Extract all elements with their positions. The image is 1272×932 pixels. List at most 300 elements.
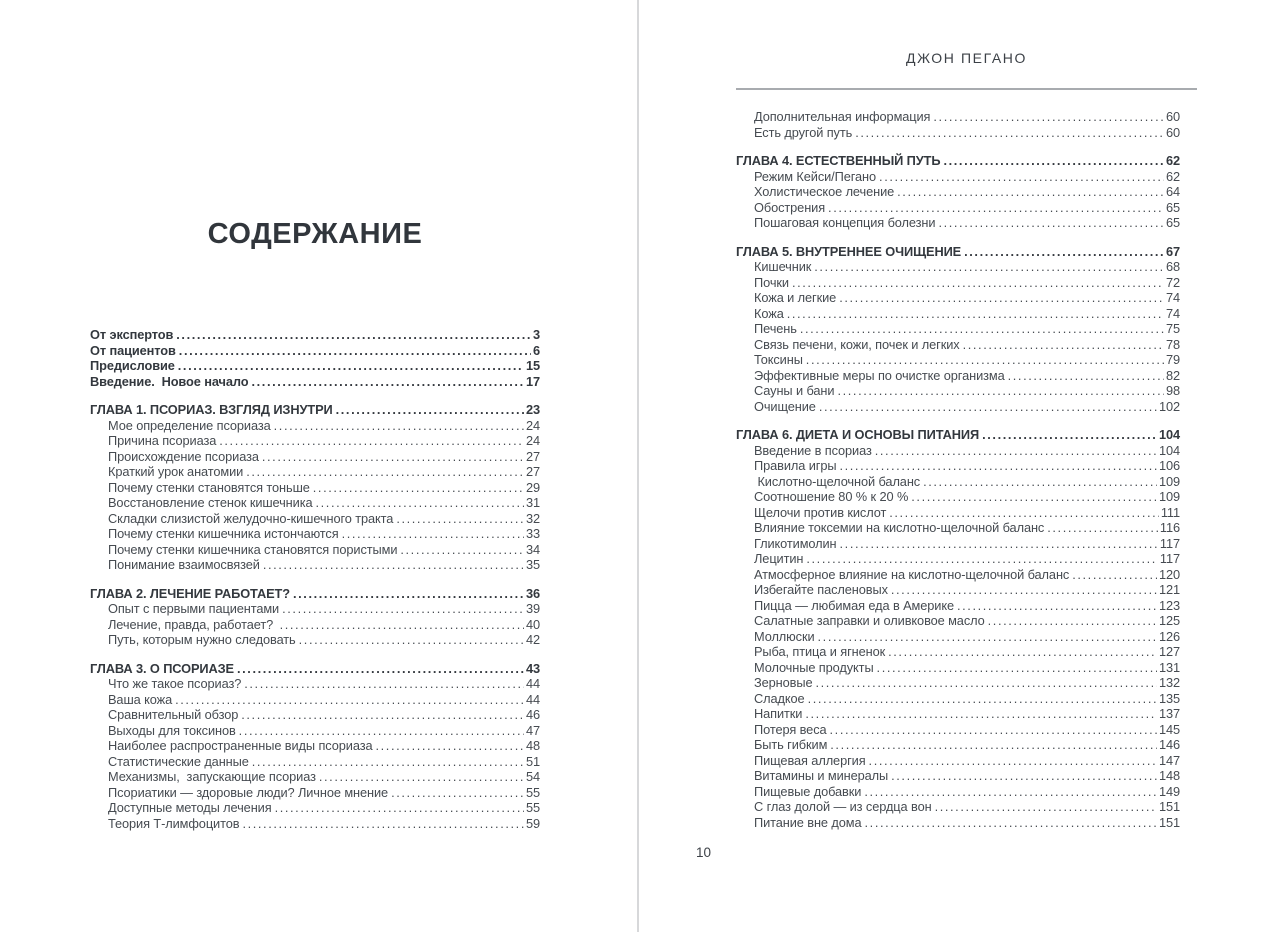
toc-entry-label: Дополнительная информация — [754, 109, 931, 124]
toc-entry-page: 3 — [532, 327, 540, 342]
toc-entry-page: 106 — [1158, 458, 1180, 473]
toc-entry-page: 146 — [1158, 737, 1180, 752]
dot-leader — [957, 598, 1157, 614]
toc-entry-page: 48 — [525, 738, 540, 753]
toc-entry — [736, 582, 1180, 598]
toc-entry-page: 32 — [525, 510, 540, 526]
toc-entry-page: 60 — [1165, 124, 1180, 140]
dot-leader — [275, 800, 524, 816]
dot-leader — [244, 676, 524, 692]
toc-entry — [736, 706, 1180, 722]
toc-entry — [736, 753, 1180, 769]
toc-entry — [90, 754, 540, 770]
toc-entry-page: 82 — [1165, 367, 1180, 383]
toc-entry-label: Понимание взаимосвязей — [108, 557, 260, 572]
dot-leader — [806, 352, 1164, 368]
toc-entry — [90, 433, 540, 449]
dot-leader — [819, 399, 1157, 415]
toc-entry-page: 67 — [1165, 243, 1180, 259]
toc-entry-page: 148 — [1158, 768, 1180, 783]
toc-entry-label: Введение. Новое начало — [90, 373, 249, 389]
toc-entry-label: Атмосферное влияние на кислотно-щелочной баланс — [754, 566, 1070, 582]
toc-chapter-entry — [736, 153, 1180, 169]
dot-leader — [814, 259, 1164, 275]
toc-entry-page: 65 — [1165, 199, 1180, 215]
toc-entry — [90, 495, 540, 511]
dot-leader — [875, 443, 1157, 459]
toc-entry — [736, 520, 1180, 536]
toc-entry-page: 147 — [1158, 752, 1180, 768]
toc-entry-label: Токсины — [754, 352, 803, 367]
toc-entry-label: Псориатики — здоровые люди? Личное мнение — [108, 784, 389, 800]
toc-entry-page: 75 — [1165, 321, 1180, 336]
toc-entry — [90, 816, 540, 832]
toc-entry — [90, 526, 540, 542]
dot-leader — [178, 358, 524, 374]
dot-leader — [787, 306, 1164, 322]
toc-chapter-entry — [90, 402, 540, 418]
dot-leader — [805, 706, 1157, 722]
toc-entry-page: 65 — [1165, 215, 1180, 230]
toc-entry-label: Механизмы, запускающие псориаз — [108, 769, 316, 784]
toc-entry-label: Восстановление стенок кишечника — [108, 495, 313, 510]
toc-entry-page: 42 — [525, 632, 540, 647]
toc-entry-page: 54 — [525, 769, 540, 784]
toc-entry — [736, 275, 1180, 291]
toc-entry — [90, 738, 540, 754]
toc-entry-label: От пациентов — [90, 342, 176, 358]
toc-entry-page: 111 — [1160, 504, 1180, 520]
dot-leader — [982, 427, 1157, 443]
toc-entry-label: Правила игры — [754, 458, 837, 473]
toc-entry — [90, 542, 540, 558]
toc-entry — [736, 644, 1180, 660]
dot-leader — [299, 632, 524, 648]
dot-leader — [864, 784, 1157, 800]
dot-leader — [400, 542, 524, 558]
toc-entry-label: Пищевая аллергия — [754, 752, 866, 768]
toc-entry-label: ГЛАВА 2. ЛЕЧЕНИЕ РАБОТАЕТ? — [90, 585, 290, 601]
toc-entry — [736, 399, 1180, 415]
toc-entry — [736, 815, 1180, 831]
toc-entry-page: 79 — [1165, 352, 1180, 367]
dot-leader — [792, 275, 1164, 291]
toc-entry — [736, 536, 1180, 552]
toc-list-right — [736, 109, 1197, 830]
toc-entry — [736, 768, 1180, 784]
toc-entry — [90, 676, 540, 692]
dot-leader — [938, 215, 1164, 231]
toc-entry-page: 135 — [1158, 690, 1180, 706]
toc-entry-label: Быть гибким — [754, 737, 828, 752]
toc-list-left — [90, 327, 540, 831]
toc-entry-label: Избегайте пасленовых — [754, 582, 888, 597]
toc-entry-label: Опыт с первыми пациентами — [108, 601, 280, 616]
dot-leader — [237, 661, 524, 677]
dot-leader — [179, 343, 531, 359]
toc-entry-page: 17 — [525, 373, 540, 389]
toc-entry-label: Обострения — [754, 199, 826, 215]
toc-entry-label: ГЛАВА 3. О ПСОРИАЗЕ — [90, 660, 234, 676]
running-head-author: ДЖОН ПЕГАНО — [906, 50, 1027, 66]
toc-entry-page: 55 — [525, 800, 540, 815]
toc-entry — [736, 613, 1180, 629]
toc-entry-page: 31 — [525, 495, 540, 510]
toc-entry-page: 116 — [1159, 520, 1180, 535]
toc-entry — [736, 784, 1180, 800]
dot-leader — [837, 383, 1164, 399]
toc-entry-label: Доступные методы лечения — [108, 800, 272, 815]
toc-entry-page: 44 — [525, 691, 540, 707]
toc-entry-label: Напитки — [754, 706, 803, 721]
toc-entry — [736, 215, 1180, 231]
dot-leader — [855, 125, 1164, 141]
dot-leader — [336, 402, 524, 418]
toc-entry — [736, 458, 1180, 474]
toc-entry — [736, 368, 1180, 384]
toc-entry — [736, 737, 1180, 753]
toc-entry — [90, 374, 540, 390]
toc-entry-page: 44 — [525, 676, 540, 691]
toc-entry-label: Холистическое лечение — [754, 184, 895, 199]
dot-leader — [176, 327, 531, 343]
toc-entry-page: 6 — [532, 342, 540, 358]
toc-entry-label: Пищевые добавки — [754, 783, 862, 799]
toc-entry-label: С глаз долой — из сердца вон — [754, 799, 932, 814]
toc-entry-label: Очищение — [754, 398, 816, 414]
toc-entry-page: 40 — [525, 616, 540, 632]
dot-leader — [964, 244, 1164, 260]
toc-entry-page: 151 — [1158, 799, 1180, 814]
toc-entry-label: Моллюски — [754, 628, 815, 644]
dot-leader — [1047, 520, 1158, 536]
toc-entry — [90, 601, 540, 617]
header-rule — [736, 88, 1197, 90]
toc-entry-page: 120 — [1158, 566, 1180, 582]
toc-entry-label: Зерновые — [754, 675, 813, 690]
toc-entry — [736, 660, 1180, 676]
dot-leader — [943, 153, 1164, 169]
toc-entry-label: Лечение, правда, работает? — [108, 616, 277, 632]
toc-entry-page: 98 — [1165, 383, 1180, 398]
dot-leader — [865, 815, 1157, 831]
dot-leader — [869, 753, 1157, 769]
toc-entry — [736, 722, 1180, 738]
toc-entry-label: Соотношение 80 % к 20 % — [754, 489, 909, 504]
toc-entry-label: ГЛАВА 5. ВНУТРЕННЕЕ ОЧИЩЕНИЕ — [736, 243, 962, 259]
dot-leader — [246, 464, 524, 480]
toc-entry-page: 117 — [1159, 535, 1180, 551]
toc-entry-label: Рыба, птица и ягненок — [754, 644, 886, 659]
toc-entry-label: Ваша кожа — [108, 691, 173, 707]
toc-entry — [736, 169, 1180, 185]
toc-entry — [736, 691, 1180, 707]
toc-entry — [90, 800, 540, 816]
dot-leader — [251, 374, 523, 390]
dot-leader — [923, 474, 1157, 490]
toc-entry-page: 102 — [1158, 398, 1180, 414]
toc-entry — [736, 200, 1180, 216]
toc-entry — [736, 598, 1180, 614]
toc-entry-label: ГЛАВА 1. ПСОРИАЗ. ВЗГЛЯД ИЗНУТРИ — [90, 402, 333, 417]
toc-entry — [736, 306, 1180, 322]
toc-entry-page: 23 — [525, 402, 540, 417]
toc-entry-page: 109 — [1158, 489, 1180, 504]
toc-entry — [90, 358, 540, 374]
toc-entry-page: 109 — [1158, 473, 1180, 489]
dot-leader — [319, 769, 524, 785]
toc-entry-label: От экспертов — [90, 327, 174, 342]
toc-entry-label: Складки слизистой желудочно-кишечного тракта — [108, 510, 394, 526]
toc-entry-label: Питание вне дома — [754, 814, 862, 830]
toc-entry-page: 62 — [1165, 168, 1180, 184]
toc-entry-page: 39 — [525, 601, 540, 616]
dot-leader — [897, 184, 1164, 200]
dot-leader — [219, 433, 524, 449]
dot-leader — [274, 418, 524, 434]
dot-leader — [282, 601, 524, 617]
dot-leader — [839, 458, 1156, 474]
toc-entry-label: Пошаговая концепция болезни — [754, 215, 936, 230]
dot-leader — [818, 629, 1157, 645]
toc-entry-label: Молочные продукты — [754, 659, 874, 675]
toc-chapter-entry — [736, 244, 1180, 260]
toc-entry-page: 131 — [1158, 659, 1180, 675]
dot-leader — [988, 613, 1157, 629]
toc-entry-label: Краткий урок анатомии — [108, 464, 244, 479]
toc-entry-label: Сладкое — [754, 690, 805, 706]
toc-entry — [736, 799, 1180, 815]
toc-chapter-entry — [90, 661, 540, 677]
toc-entry-page: 126 — [1158, 628, 1180, 644]
toc-entry-label: Салатные заправки и оливковое масло — [754, 613, 985, 628]
dot-leader — [342, 526, 524, 542]
toc-entry-label: Кислотно-щелочной баланс — [754, 473, 921, 489]
toc-entry — [736, 567, 1180, 583]
toc-entry-label: Введение в псориаз — [754, 442, 872, 458]
dot-leader — [239, 723, 524, 739]
toc-entry-label: Почему стенки кишечника истончаются — [108, 526, 339, 541]
dot-leader — [963, 337, 1164, 353]
toc-entry-page: 46 — [525, 707, 540, 722]
toc-entry — [736, 290, 1180, 306]
toc-entry-page: 117 — [1159, 551, 1180, 566]
toc-entry — [90, 707, 540, 723]
toc-entry-page: 24 — [525, 433, 540, 448]
dot-leader — [808, 691, 1157, 707]
toc-entry-page: 78 — [1165, 336, 1180, 352]
toc-entry-label: Эффективные меры по очистке организма — [754, 367, 1005, 383]
toc-entry-page: 35 — [525, 557, 540, 572]
right-page — [639, 0, 1272, 932]
toc-entry — [736, 383, 1180, 399]
toc-entry-label: ГЛАВА 4. ЕСТЕСТВЕННЫЙ ПУТЬ — [736, 153, 941, 168]
toc-entry-page: 74 — [1165, 305, 1180, 321]
dot-leader — [877, 660, 1157, 676]
toc-chapter-entry — [90, 586, 540, 602]
toc-entry — [736, 443, 1180, 459]
toc-entry-page: 24 — [525, 417, 540, 433]
toc-entry-page: 104 — [1158, 442, 1180, 458]
toc-entry-label: Режим Кейси/Пегано — [754, 168, 877, 184]
toc-entry-label: Наиболее распространенные виды псориаза — [108, 738, 373, 753]
toc-entry-page: 137 — [1158, 706, 1180, 721]
toc-entry-page: 149 — [1158, 783, 1180, 799]
toc-entry-label: Пицца — любимая еда в Америке — [754, 597, 954, 613]
toc-entry-label: Путь, которым нужно следовать — [108, 632, 296, 647]
toc-entry-label: Кишечник — [754, 259, 812, 274]
dot-leader — [800, 321, 1164, 337]
toc-entry-page: 72 — [1165, 274, 1180, 290]
dot-leader — [840, 536, 1158, 552]
toc-entry-label: Потеря веса — [754, 721, 827, 737]
dot-leader — [933, 109, 1164, 125]
dot-leader — [830, 722, 1157, 738]
dot-leader — [815, 675, 1156, 691]
toc-entry — [90, 464, 540, 480]
dot-leader — [891, 582, 1157, 598]
dot-leader — [888, 644, 1157, 660]
toc-entry — [736, 321, 1180, 337]
dot-leader — [911, 489, 1157, 505]
dot-leader — [1008, 368, 1164, 384]
toc-entry-label: Кожа и легкие — [754, 290, 837, 305]
toc-entry — [736, 551, 1180, 567]
toc-entry-label: Связь печени, кожи, почек и легких — [754, 336, 960, 352]
toc-entry-label: Почему стенки кишечника становятся пористыми — [108, 541, 398, 557]
dot-leader — [879, 169, 1164, 185]
toc-entry — [90, 617, 540, 633]
toc-entry — [736, 505, 1180, 521]
toc-entry-page: 74 — [1165, 290, 1180, 305]
dot-leader — [376, 738, 524, 754]
toc-entry-page: 51 — [525, 753, 540, 769]
toc-entry-label: Статистические данные — [108, 753, 249, 769]
toc-entry-label: Кожа — [754, 305, 784, 321]
toc-entry — [90, 449, 540, 465]
toc-entry — [736, 337, 1180, 353]
toc-entry-page: 68 — [1165, 259, 1180, 274]
dot-leader — [828, 200, 1164, 216]
dot-leader — [252, 754, 524, 770]
toc-entry-label: Выходы для токсинов — [108, 722, 236, 738]
toc-entry — [90, 785, 540, 801]
toc-entry-label: ГЛАВА 6. ДИЕТА И ОСНОВЫ ПИТАНИЯ — [736, 427, 980, 442]
dot-leader — [830, 737, 1157, 753]
page-number: 10 — [696, 845, 712, 860]
toc-entry-page: 104 — [1158, 427, 1180, 442]
toc-entry-page: 47 — [525, 722, 540, 738]
toc-entry — [90, 692, 540, 708]
dot-leader — [241, 707, 524, 723]
dot-leader — [839, 290, 1164, 306]
toc-entry-page: 33 — [525, 526, 540, 541]
toc-entry — [736, 629, 1180, 645]
toc-entry-label: Теория Т-лимфоцитов — [108, 815, 240, 831]
dot-leader — [263, 557, 524, 573]
dot-leader — [293, 586, 524, 602]
toc-entry-page: 62 — [1165, 153, 1180, 168]
dot-leader — [262, 449, 524, 465]
toc-entry-label: Сауны и бани — [754, 383, 835, 398]
toc-entry-page: 36 — [525, 585, 540, 601]
dot-leader — [280, 617, 524, 633]
toc-entry-page: 132 — [1158, 675, 1180, 690]
toc-entry-page: 127 — [1158, 644, 1180, 659]
toc-entry — [736, 489, 1180, 505]
toc-entry-page: 43 — [525, 660, 540, 676]
dot-leader — [935, 799, 1157, 815]
toc-entry — [90, 769, 540, 785]
toc-title: СОДЕРЖАНИЕ — [207, 218, 423, 250]
toc-entry-page: 55 — [525, 784, 540, 800]
dot-leader — [396, 511, 524, 527]
toc-entry — [90, 480, 540, 496]
dot-leader — [806, 551, 1158, 567]
toc-entry-page: 27 — [525, 448, 540, 464]
toc-entry-label: Сравнительный обзор — [108, 707, 239, 722]
toc-entry — [736, 109, 1180, 125]
toc-entry — [736, 675, 1180, 691]
dot-leader — [889, 505, 1159, 521]
toc-entry-label: Предисловие — [90, 358, 175, 373]
toc-entry-label: Есть другой путь — [754, 124, 853, 140]
toc-entry-label: Печень — [754, 321, 797, 336]
dot-leader — [316, 495, 524, 511]
dot-leader — [175, 692, 524, 708]
toc-entry-label: Почки — [754, 274, 789, 290]
toc-entry-label: Влияние токсемии на кислотно-щелочной баланс — [754, 520, 1045, 535]
toc-entry-page: 151 — [1158, 814, 1180, 830]
toc-entry-label: Щелочи против кислот — [754, 504, 887, 520]
toc-entry — [90, 632, 540, 648]
toc-entry-page: 125 — [1158, 613, 1180, 628]
toc-entry-label: Витамины и минералы — [754, 768, 889, 783]
toc-entry — [90, 511, 540, 527]
toc-entry-label: Мое определение псориаза — [108, 417, 271, 433]
toc-entry — [736, 474, 1180, 490]
dot-leader — [242, 816, 524, 832]
toc-entry-label: Что же такое псориаз? — [108, 676, 242, 691]
toc-entry — [90, 327, 540, 343]
dot-leader — [891, 768, 1157, 784]
toc-entry — [90, 418, 540, 434]
toc-entry-page: 64 — [1165, 184, 1180, 199]
toc-entry — [90, 557, 540, 573]
toc-entry — [736, 125, 1180, 141]
toc-entry-page: 123 — [1158, 597, 1180, 613]
toc-entry — [736, 184, 1180, 200]
toc-entry-page: 59 — [525, 815, 540, 831]
toc-entry-label: Лецитин — [754, 551, 804, 566]
toc-entry-page: 145 — [1158, 721, 1180, 737]
toc-entry-label: Почему стенки становятся тоньше — [108, 479, 310, 495]
toc-entry — [736, 352, 1180, 368]
toc-entry-page: 121 — [1158, 582, 1180, 597]
toc-entry-page: 29 — [525, 479, 540, 495]
toc-entry — [90, 723, 540, 739]
dot-leader — [391, 785, 524, 801]
dot-leader — [1072, 567, 1157, 583]
toc-entry-page: 60 — [1165, 109, 1180, 124]
toc-entry — [90, 343, 540, 359]
toc-entry-page: 27 — [525, 464, 540, 479]
toc-entry-page: 15 — [525, 358, 540, 373]
toc-entry — [736, 259, 1180, 275]
toc-entry-label: Причина псориаза — [108, 433, 217, 448]
toc-entry-page: 34 — [525, 541, 540, 557]
toc-entry-label: Гликотимолин — [754, 535, 837, 551]
